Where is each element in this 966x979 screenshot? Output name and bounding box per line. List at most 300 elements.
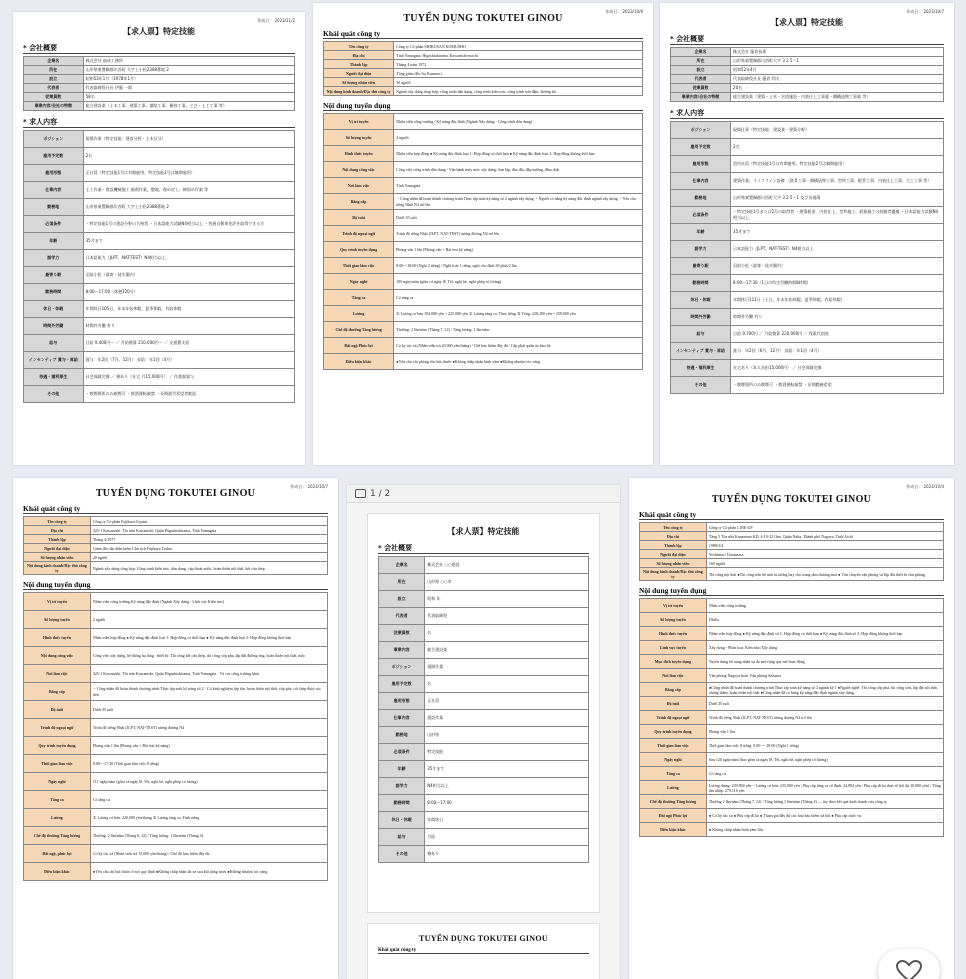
like-button[interactable] [878, 949, 940, 979]
row-label: Lương [24, 809, 91, 827]
row-value: 昭和53年1月（1978年1月） [83, 75, 294, 84]
row-value: 1988/2/4 [706, 541, 943, 550]
row-label: Thời gian làm việc [24, 755, 91, 773]
row-label: Quy trình tuyển dụng [640, 725, 707, 739]
row-value: 35才まで [731, 224, 944, 241]
row-label: Lương [640, 781, 707, 795]
row-value: Có tăng ca [90, 791, 327, 809]
row-value: Tháng 4/1977 [90, 535, 327, 544]
row-label: 待遇・福利厚生 [24, 369, 84, 386]
row-value: Ngành xây dựng tổng hợp: công trình dân dụng, công trình kiến trúc, công trình sơn đậm, đường bộ. [394, 87, 643, 96]
job-table [378, 556, 589, 863]
row-value: 58名 [83, 93, 294, 102]
table-row [24, 611, 328, 629]
table-row [24, 93, 295, 102]
row-value: 日本語能力（JLPT、NAT-TEST）N4相当以上 [83, 250, 294, 267]
row-value: 総合建設業 [425, 642, 589, 659]
table-row [24, 102, 295, 111]
table-row [640, 541, 944, 550]
row-value: Trình độ tiếng Nhật (JLPT, NAT-TEST) tương đương N4 [90, 719, 327, 737]
table-row [671, 275, 944, 292]
document-date: 作成日： 2023/10/7 [906, 9, 944, 14]
row-value: Thi công nội thất ●Thi công trên bề mặt tủ tường bay cho trung tâm thương mại ● Vận chuyển vận phòng và lắp đặt thiết bị văn phòng [706, 568, 943, 581]
table-row [671, 241, 944, 258]
row-label: Tên công ty [324, 42, 394, 51]
row-label: Điều kiện khác [640, 823, 707, 837]
table-row [640, 795, 944, 809]
row-label: Hình thức tuyển [640, 627, 707, 641]
table-row [24, 301, 295, 318]
table-row [671, 93, 944, 102]
table-row [671, 190, 944, 207]
table-row [24, 809, 328, 827]
table-row [640, 523, 944, 532]
table-row [379, 642, 589, 659]
row-value: 105 ngày/năm (gồm cả ngày lễ, Tết, nghỉ hè, nghỉ phép có lương) [394, 274, 643, 290]
table-row [379, 557, 589, 574]
row-value: 現場作業 [425, 659, 589, 676]
table-row [671, 84, 944, 93]
table-row [324, 130, 643, 146]
company-table [323, 41, 643, 96]
row-label: Bằng cấp [324, 194, 394, 210]
row-value: 2 người [90, 611, 327, 629]
row-label: 企業名 [671, 48, 731, 57]
row-label: インセンティブ 賞与・昇給 [24, 352, 84, 369]
row-label: 雇用予定数 [24, 148, 84, 165]
job-table [23, 592, 328, 881]
table-row [671, 173, 944, 190]
table-row [324, 87, 643, 96]
row-value: 賞与：年2回（6月、12月） 昇給：年1回（4月） [731, 343, 944, 360]
table-row [24, 165, 295, 182]
row-label: Số lượng nhân viên [24, 553, 91, 562]
table-row [324, 290, 643, 306]
row-label: Hình thức tuyển [324, 146, 394, 162]
table-row [379, 608, 589, 625]
row-label: その他 [24, 386, 84, 403]
table-row [24, 755, 328, 773]
row-value: 羽前小松（最寄・徒歩圏内） [731, 258, 944, 275]
row-value: Có ký túc xá (Nhân viên trả 15,000 yên/tháng) / Chế độ bảo hiểm đầy đủ [90, 845, 327, 863]
row-value: ・喫煙場所のみ喫煙可 ・飲酒運転厳禁 ・長期勤務希望 [731, 377, 944, 394]
row-label: Tăng ca [24, 791, 91, 809]
row-label: 雇用形態 [671, 156, 731, 173]
table-row [640, 725, 944, 739]
table-row [379, 727, 589, 744]
row-value: Thưởng: 2 lần/năm (Tháng 6, 12) / Tăng lương: 1 lần/năm (Tháng 4) [90, 827, 327, 845]
section-company-overview: Khái quát công ty [23, 504, 328, 514]
row-label: Vị trí tuyển [24, 593, 91, 611]
row-value: Trình độ tiếng Nhật (JLPT, NAT-TEST) tương đương N4 trở lên [706, 711, 943, 725]
table-row [24, 66, 295, 75]
row-value: ・Công nhân đã hoàn thành chương trình Thực tập sinh kỹ năng số 2 · Có kinh nghiệm lợp tôn, hoàn thiện nội thất, cốp pha, cốt thép được ưu tiên [90, 683, 327, 701]
table-row [24, 701, 328, 719]
company-table [23, 56, 295, 111]
row-value: ・特定技能1号の建設分野の合格者 ・日本語能力試験N4相当以上 ・普通自動車免許を取得できる方 [83, 216, 294, 233]
row-value: Phỏng vấn 1 lần [706, 725, 943, 739]
row-label: ポジション [24, 131, 84, 148]
row-label: 仕事内容 [379, 710, 425, 727]
row-value: 山形県 [425, 727, 589, 744]
row-value: Thưởng 2 lần/năm (Tháng 7, 12) / Tăng lương 1 lần/năm (Tháng 4) — tùy theo kết quả kinh doanh của công ty [706, 795, 943, 809]
row-label: Độ tuổi [640, 697, 707, 711]
row-label: 年齢 [24, 233, 84, 250]
row-label: Người đại diện [324, 69, 394, 78]
row-value: 土工作業・建設機械施工 掘削作業、整地、埋め戻し、締固め作業 等 [83, 182, 294, 199]
table-row [671, 57, 944, 66]
row-label: Thành lập [324, 60, 394, 69]
row-value: 2名 [731, 139, 944, 156]
row-label: Tăng ca [640, 767, 707, 781]
row-label: Chế độ thưởng Tăng lương [324, 322, 394, 338]
row-label: 従業員数 [379, 625, 425, 642]
table-row [640, 613, 944, 627]
row-label: 企業名 [379, 557, 425, 574]
table-row [640, 641, 944, 655]
table-row [24, 284, 295, 301]
row-value: Nhân viên công trường [706, 599, 943, 613]
row-value: Tuyển dụng bổ sung nhân sự do mở rộng quy mô hoạt động [706, 655, 943, 669]
row-label: 雇用予定数 [379, 676, 425, 693]
table-row [24, 593, 328, 611]
row-label: 設立 [671, 66, 731, 75]
row-label: Đãi ngộ Phúc lợi [640, 809, 707, 823]
row-value: Nhân viên công trường / Kỹ năng đặc định (Ngành Xây dựng - Công trình dân dụng) [394, 114, 643, 130]
row-label: 時間外労働 [671, 309, 731, 326]
row-value: 代表取締役社長 伊藤 一郎 [83, 84, 294, 93]
document-date: 作成日： 2023/10/9 [605, 9, 643, 14]
table-row [640, 781, 944, 795]
row-value: Lương tháng: 239,894 yên ~ Lương cơ bản: 235,000 yên / Phụ cấp tăng ca cố định: 24,894 yên / Phụ cấp đi lại thực tế (tối đa 10,000 yên) / Tổng thu nhập: 279,116 yên [706, 781, 943, 795]
row-label: 時間外労働 [24, 318, 84, 335]
row-label: 必須条件 [379, 744, 425, 761]
row-label: Địa chỉ [640, 532, 707, 541]
row-value: 35才まで [425, 761, 589, 778]
row-value: 325-1 Kawanishi, Thị trấn Kawanishi, Quận Higashiokitama, Tỉnh Yamagata [90, 526, 327, 535]
row-label: 雇用形態 [24, 165, 84, 182]
table-row [24, 57, 295, 66]
row-label: Ngày nghỉ [324, 274, 394, 290]
row-label: Lương [324, 306, 394, 322]
table-row [640, 683, 944, 697]
table-row [671, 48, 944, 57]
page-indicator: 1 / 2 [370, 488, 391, 499]
row-label: 最寄り駅 [671, 258, 731, 275]
table-row [671, 207, 944, 224]
pdf-toolbar [347, 485, 620, 503]
table-row [671, 377, 944, 394]
table-row [24, 737, 328, 755]
row-value: 35才まで [83, 233, 294, 250]
row-value: 時間外労働 有り [83, 318, 294, 335]
table-row [324, 69, 643, 78]
document-jp-fukunari[interactable] [13, 12, 305, 465]
table-row [379, 744, 589, 761]
table-row [640, 823, 944, 837]
table-row [24, 526, 328, 535]
section-company-overview: * 会社概要 [378, 543, 589, 554]
row-value: 建築作業、ライフライン設備 （鉄骨工事・鋼構造物工事、型枠工事、配管工事、内装仕上工事、大工工事 等） [731, 173, 944, 190]
row-value: Thời gian làm việc 8 tiếng: 9:00 〜 18:00 (Nghỉ 1 tiếng) [706, 739, 943, 753]
section-company-overview: Khái quát công ty [323, 29, 643, 39]
table-row [24, 827, 328, 845]
row-label: 勤務地 [24, 199, 84, 216]
table-row [24, 719, 328, 737]
row-value: Dưới 35 tuổi [394, 210, 643, 226]
table-row [24, 182, 295, 199]
table-row [324, 226, 643, 242]
table-row [24, 318, 295, 335]
table-row [24, 665, 328, 683]
table-row [379, 591, 589, 608]
row-value: 30 người [394, 78, 643, 87]
row-label: 設立 [24, 75, 84, 84]
document-date: 作成日： 2023/10/4 [906, 484, 944, 489]
row-value: Công ty Cổ phần SHIKUSAN KOMUSHO [394, 42, 643, 51]
document-jp-fujikura[interactable] [660, 3, 954, 465]
table-row [379, 574, 589, 591]
row-value: 山形県東置賜郡川西町大字 3 2 5 - 1 [731, 57, 944, 66]
table-row [324, 274, 643, 290]
row-label: Nội dung kinh doanh/Đặc thù công ty [324, 87, 394, 96]
row-label: 勤務時間 [379, 795, 425, 812]
row-label: 語学力 [24, 250, 84, 267]
pdf-viewer-preview[interactable] [347, 485, 620, 979]
table-row [640, 697, 944, 711]
row-label: Chế độ thưởng Tăng lương [640, 795, 707, 809]
table-row [24, 845, 328, 863]
table-row [324, 60, 643, 69]
row-value: Xây dựng - Phân loại: Kiến trúc/Xây dựng [706, 641, 943, 655]
row-label: ポジション [379, 659, 425, 676]
company-table [670, 47, 944, 102]
table-row [379, 693, 589, 710]
row-value: 年間休日111日（土日、年末年始休暇、夏季休暇、有給休暇） [731, 292, 944, 309]
document-vn-shikusan[interactable] [313, 3, 653, 465]
row-value: 正社員 [425, 693, 589, 710]
row-label: Vị trí tuyển [324, 114, 394, 130]
section-job-details: * 求人内容 [670, 108, 944, 119]
document-title: TUYỂN DỤNG TOKUTEI GINOU [711, 494, 872, 505]
table-row [24, 199, 295, 216]
table-row [640, 753, 944, 767]
row-label: Quy trình tuyển dụng [324, 242, 394, 258]
section-job-details: Nội dung tuyển dụng [639, 586, 944, 596]
table-row [324, 354, 643, 370]
row-value: Trình độ tiếng Nhật (JLPT, NAT-TEST) tương đương N4 trở lên [394, 226, 643, 242]
row-value: Ngành xây dựng tổng hợp: Công trình kiến trúc, dân dụng, cấp thoát nước, hoàn thiện nội thất, kết cấu thép [90, 562, 327, 575]
table-row [324, 210, 643, 226]
job-table [323, 113, 643, 370]
table-row [24, 369, 295, 386]
row-label: Tên công ty [24, 517, 91, 526]
table-row [24, 544, 328, 553]
row-value: Tầng 5 Tòa nhà Kanamura KD, 4-10-32 Ono, Quận Naka, Thành phố Nagoya, Tỉnh Aichi [706, 532, 943, 541]
table-row [24, 773, 328, 791]
row-value: Tổng giám đốc Ito Kazunori [394, 69, 643, 78]
row-label: Nội dung công việc [324, 162, 394, 178]
row-value: 社会保険完備 ／ 寮あり（社宅 月15,000円） ／ 作業服貸与 [83, 369, 294, 386]
row-label: 代表者 [671, 75, 731, 84]
row-label: Đãi ngộ, phúc lợi [24, 845, 91, 863]
row-label: 最寄り駅 [24, 267, 84, 284]
row-label: 勤務時間 [671, 275, 731, 292]
table-row [640, 767, 944, 781]
row-value: 160 người [706, 559, 943, 568]
row-label: Bằng cấp [24, 683, 91, 701]
row-label: 給与 [24, 335, 84, 352]
row-value: Phỏng vấn 1 lần (Phỏng vấn + Bài test kỹ năng) [90, 737, 327, 755]
row-value: 名 [425, 625, 589, 642]
table-row [324, 194, 643, 210]
row-value: ・喫煙場所のみ喫煙可 ・飲酒運転厳禁 ・長期就労希望者歓迎 [83, 386, 294, 403]
table-row [671, 360, 944, 377]
table-row [640, 599, 944, 613]
row-value: 名 [425, 676, 589, 693]
row-label: Trình độ ngoại ngữ [640, 711, 707, 725]
table-row [640, 739, 944, 753]
row-value: ●Yêu cầu chỉ hút thuốc ở nơi quy định ●Không chấp nhận lái xe sau khi uống rượu ●Không nhuộm tóc vàng [90, 863, 327, 881]
row-value: 年間休日 [425, 812, 589, 829]
row-value: 株式会社 藤倉技術 [731, 48, 944, 57]
row-label: Nơi làm việc [24, 665, 91, 683]
row-value: Có tăng ca [394, 290, 643, 306]
row-label: 所在 [379, 574, 425, 591]
table-row [671, 309, 944, 326]
row-label: Nơi làm việc [640, 669, 707, 683]
row-label: 設立 [379, 591, 425, 608]
row-value: Văn phòng Nagoya hoặc Văn phòng Saitama [706, 669, 943, 683]
next-page-section: Khái quát công ty [378, 948, 589, 954]
document-vn-lineup[interactable] [629, 478, 954, 979]
table-row [24, 267, 295, 284]
row-value: Yoshimori Tatsumasa [706, 550, 943, 559]
row-label: 仕事内容 [24, 182, 84, 199]
table-row [379, 710, 589, 727]
row-value: ・Công nhân đã hoàn thành chương trình Thực tập sinh kỹ năng số 2 ngành xây dựng ・Người có bằng kỹ năng đặc định ngành xây dựng ・Yêu cầu tiếng Nhật N4 trở lên [394, 194, 643, 210]
row-value: 昭和52年4月 [731, 66, 944, 75]
row-label: Số lượng nhân viên [640, 559, 707, 568]
row-label: 休日・休暇 [671, 292, 731, 309]
section-job-details: Nội dung tuyển dụng [323, 101, 643, 111]
row-value: Có ký túc xá (Nhân viên trả 20,000 yên/tháng) / Chế bảo hiểm đầy đủ / Cấp phát quần áo bảo hộ [394, 338, 643, 354]
row-label: 従業員数 [671, 84, 731, 93]
row-value: 賞与：年2回（7月、12月） 昇給：年1回（4月） [83, 352, 294, 369]
table-row [24, 216, 295, 233]
row-value: Giám đốc đại diện kiêm Chủ tịch Fujikura Toshio [90, 544, 327, 553]
row-value: 2 người [394, 130, 643, 146]
table-row [24, 553, 328, 562]
row-value: 特定技能 [425, 744, 589, 761]
table-row [324, 114, 643, 130]
pdf-page-2 [367, 923, 600, 979]
row-value: 山形県東置賜郡川西町 大字上小松2388番地 2 [83, 66, 294, 75]
table-row [640, 809, 944, 823]
row-label: Ngày nghỉ [640, 753, 707, 767]
row-label: 事業内容/会社の特徴 [671, 93, 731, 102]
table-row [671, 139, 944, 156]
row-label: Đãi ngộ Phúc lợi [324, 338, 394, 354]
table-row [24, 84, 295, 93]
table-row [24, 562, 328, 575]
row-value: ① Lương cơ bản 194,000 yên ~ 225,000 yên ② Lương tăng ca: Theo tiếng ③ Tổng: 228,290 yên ~ 259,000 yên [394, 306, 643, 322]
row-label: 勤務地 [671, 190, 731, 207]
row-value: 総合建設業（土木工事、建築工事、舗装工事、解体工事、とび・土工工事 等） [83, 102, 294, 111]
row-value: N4相当以上 [425, 778, 589, 795]
row-value: 代表取締役社長 藤倉 利夫 [731, 75, 944, 84]
row-value: ・特定技能1号または2号の取得者 ・建築板金、内装仕上、型枠施工、鉄筋施工の経験者優遇 ・日本語能力試験N4相当以上 [731, 207, 944, 224]
table-row [640, 711, 944, 725]
row-value: 山形県 ○○市 [425, 574, 589, 591]
row-value: 日本語能力（JLPT、NAT-TEST）N4相当以上 [731, 241, 944, 258]
table-row [24, 683, 328, 701]
row-label: Tăng ca [324, 290, 394, 306]
table-row [24, 647, 328, 665]
row-label: Quy trình tuyển dụng [24, 737, 91, 755]
row-value: Công việc xây dựng, hệ thống hạ tầng · thiết bị: Thi công kết cấu thép, thi công cốp pha, lắp đặt đường ống, hoàn thiện nội thất, mộc [90, 647, 327, 665]
table-row [24, 517, 328, 526]
page-icon[interactable] [355, 489, 366, 498]
row-label: Điều kiện khác [24, 863, 91, 881]
row-value: Phỏng vấn 1 lần (Phỏng vấn + Bài test kỹ năng) [394, 242, 643, 258]
row-value: 20 người [90, 553, 327, 562]
table-row [24, 75, 295, 84]
table-row [324, 162, 643, 178]
document-vn-fujikura[interactable] [13, 478, 338, 979]
row-value: 昭和 年 [425, 591, 589, 608]
section-company-overview: Khái quát công ty [639, 510, 944, 520]
row-value: 20名 [731, 84, 944, 93]
row-label: 給与 [379, 829, 425, 846]
job-table [639, 598, 944, 837]
row-label: 従業員数 [24, 93, 84, 102]
row-value: Công ty Cổ phần LINE-UP [706, 523, 943, 532]
document-title: TUYỂN DỤNG TOKUTEI GINOU [95, 488, 256, 499]
row-label: 所在 [24, 66, 84, 75]
table-row [24, 352, 295, 369]
table-row [24, 131, 295, 148]
row-value: 総合建設業（建築・土木・水道施設・内装仕上工事業・鋼構造物工事業 等） [731, 93, 944, 102]
row-label: Số lượng nhân viên [324, 78, 394, 87]
row-value: Nhân viên hợp đồng ● Kỹ năng đặc định số 1: Hợp đồng có thời hạn ● Kỹ năng đặc định số 2: Hợp đồng không thời hạn [706, 627, 943, 641]
row-value: 山形県東置賜郡川西町大字 3 2 5 - 1 及び各現場 [731, 190, 944, 207]
table-row [324, 42, 643, 51]
row-label: その他 [379, 846, 425, 863]
row-label: 年齢 [379, 761, 425, 778]
row-value: 2名 [83, 148, 294, 165]
section-job-details: Nội dung tuyển dụng [23, 580, 328, 590]
row-label: Người đại diện [640, 550, 707, 559]
row-label: 休日・休暇 [24, 301, 84, 318]
row-value: 現場作業（特定技能：建設分野・土木区分） [83, 131, 294, 148]
row-label: 代表者 [379, 608, 425, 625]
table-row [671, 343, 944, 360]
table-row [24, 335, 295, 352]
row-label: Nội dung kinh doanh/Đặc thù công ty [24, 562, 91, 575]
table-row [379, 795, 589, 812]
table-row [24, 629, 328, 647]
table-row [640, 568, 944, 581]
row-label: 勤務時間 [24, 284, 84, 301]
row-label: 必須条件 [24, 216, 84, 233]
table-row [24, 148, 295, 165]
row-value: 年間休日105日、年末年始休暇、夏季休暇、有給休暇 [83, 301, 294, 318]
row-label: Trình độ ngoại ngữ [24, 719, 91, 737]
table-row [379, 829, 589, 846]
row-label: 企業名 [24, 57, 84, 66]
table-row [24, 250, 295, 267]
